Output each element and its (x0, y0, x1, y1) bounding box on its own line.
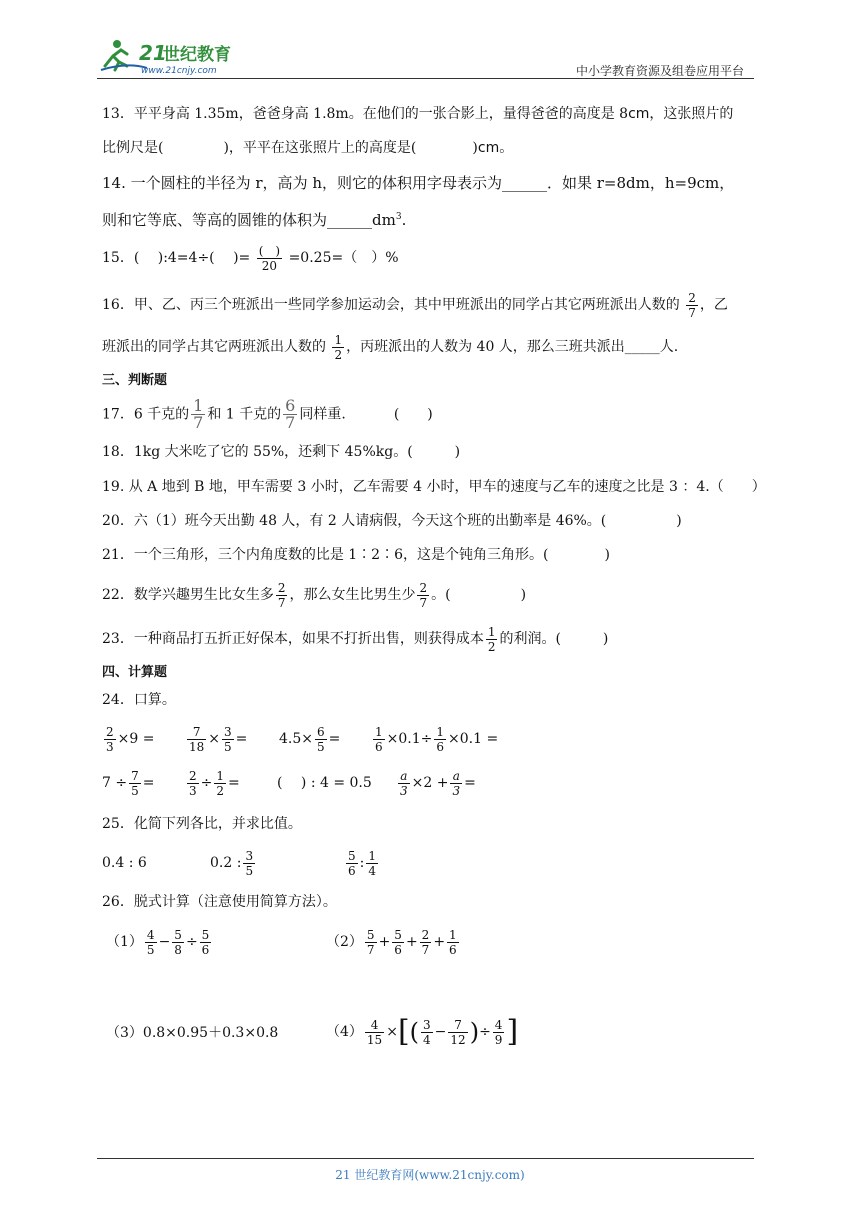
q26-item-1: （1） $\frac{4}{5}$ − $\frac{5}{8}$ ÷ $\frac{5}{6}$ (106, 927, 210, 957)
footer-text: 21 世纪教育网(www.21cnjy.com) (335, 1168, 525, 1182)
q24-item-1: $\frac{2}{3}$ ×9 = (106, 724, 155, 754)
header-divider (97, 78, 754, 79)
fraction: $\frac{( )}{20}$ (258, 243, 281, 273)
q26-item-3: （3）0.8×0.95＋0.3×0.8 (106, 1025, 279, 1041)
question-16-line-2: 班派出的同学占其它两班派出人数的 $\frac{1}{2}$ ，丙班派出的人数为 40 人，那么三班共派出_____人. (102, 332, 679, 362)
question-26-title: 26．脱式计算（注意使用简算方法）。 (102, 894, 337, 910)
svg-text:世纪教育: 世纪教育 (163, 45, 231, 65)
q25-item-c: $\frac{5}{6}$ : $\frac{1}{4}$ (348, 848, 376, 878)
q24-item-7: ( ) : 4 = 0.5 (277, 775, 372, 791)
q24-item-3: 4.5× $\frac{6}{5}$ = (279, 724, 341, 754)
question-22: 22．数学兴趣男生比女生多 $\frac{2}{7}$ ，那么女生比男生少 $\frac{2}{7}$ 。( ) (102, 580, 527, 610)
question-17: 17．6 千克的 $\frac{1}{7}$ 和 1 千克的 $\frac{6}{7}$ 同样重. ( ) (102, 396, 433, 432)
question-25-title: 25．化简下列各比，并求比值。 (102, 816, 302, 832)
q26-item-4: （4） $\frac{4}{15}$ ×[( $\frac{3}{4}$ − $\frac{7}{12}$ )÷ $\frac{4}{9}$ ] (326, 1014, 519, 1049)
svg-text:www.21cnjy.com: www.21cnjy.com (141, 66, 217, 76)
question-19: 19. 从 A 地到 B 地，甲车需要 3 小时，乙车需要 4 小时，甲车的速度与乙车的速度之比是 3 ：4.（ ） (102, 479, 766, 495)
question-14-line-1: 14. 一个圆柱的半径为 r，高为 h，则它的体积用字母表示为______．如果 r=8dm，h=9cm， (102, 174, 735, 192)
section-3-heading: 三、判断题 (102, 373, 168, 388)
footer-divider (97, 1158, 754, 1159)
question-23: 23．一种商品打五折正好保本，如果不打折出售，则获得成本 $\frac{1}{2}$ 的利润。( ) (102, 624, 609, 654)
q24-item-2: $\frac{7}{18}$ × $\frac{3}{5}$ = (189, 724, 248, 754)
q26-item-2: （2） $\frac{5}{7}$ + $\frac{5}{6}$ + $\frac{2}{7}$ + $\frac{1}{6}$ (326, 927, 457, 957)
question-21: 21．一个三角形，三个内角度数的比是 1∶2∶6，这是个钝角三角形。( ) (102, 547, 610, 563)
q24-item-4: $\frac{1}{6}$ ×0.1÷ $\frac{1}{6}$ ×0.1 = (375, 724, 499, 754)
section-4-heading: 四、计算题 (102, 665, 168, 680)
question-24-title: 24．口算。 (102, 692, 176, 708)
q24-item-8: $\frac{a}{3}$ ×2 + $\frac{a}{3}$ = (400, 768, 476, 798)
question-18: 18．1kg 大米吃了它的 55%，还剩下 45%kg。( ) (102, 444, 461, 460)
q25-item-b: 0.2 : $\frac{3}{5}$ (210, 848, 254, 878)
question-14-line-2: 则和它等底、等高的圆锥的体积为$\_\_\_\_\_\_dm^3$. (102, 211, 407, 229)
q25-item-a: 0.4 : 6 (102, 855, 147, 871)
question-20: 20．六（1）班今天出勤 48 人，有 2 人请病假，今天这个班的出勤率是 46%。( ) (102, 513, 682, 529)
question-16-line-1: 16．甲、乙、丙三个班派出一些同学参加运动会，其中甲班派出的同学占其它两班派出人数的 $\frac{2}{7}$ ，乙 (102, 290, 728, 320)
q24-item-6: $\frac{2}{3}$ ÷ $\frac{1}{2}$ = (189, 768, 240, 798)
question-13-line-1: 13．平平身高 1.35m，爸爸身高 1.8m。在他们的一张合影上，量得爸爸的高度是 8cm，这张照片的 (102, 106, 734, 122)
svg-text:21: 21 (139, 41, 167, 65)
q24-item-5: 7 ÷ $\frac{7}{5}$ = (102, 768, 155, 798)
header-platform-text: 中小学教育资源及组卷应用平台 (576, 64, 745, 78)
question-15: 15．( ):4=4÷( )= $\frac{( )}{20}$ =0.25=（ ）% (102, 243, 399, 273)
logo-runner-icon (97, 36, 257, 76)
question-13-line-2: 比例尺是( )，平平在这张照片上的高度是( )cm。 (102, 140, 514, 156)
logo (97, 36, 257, 76)
